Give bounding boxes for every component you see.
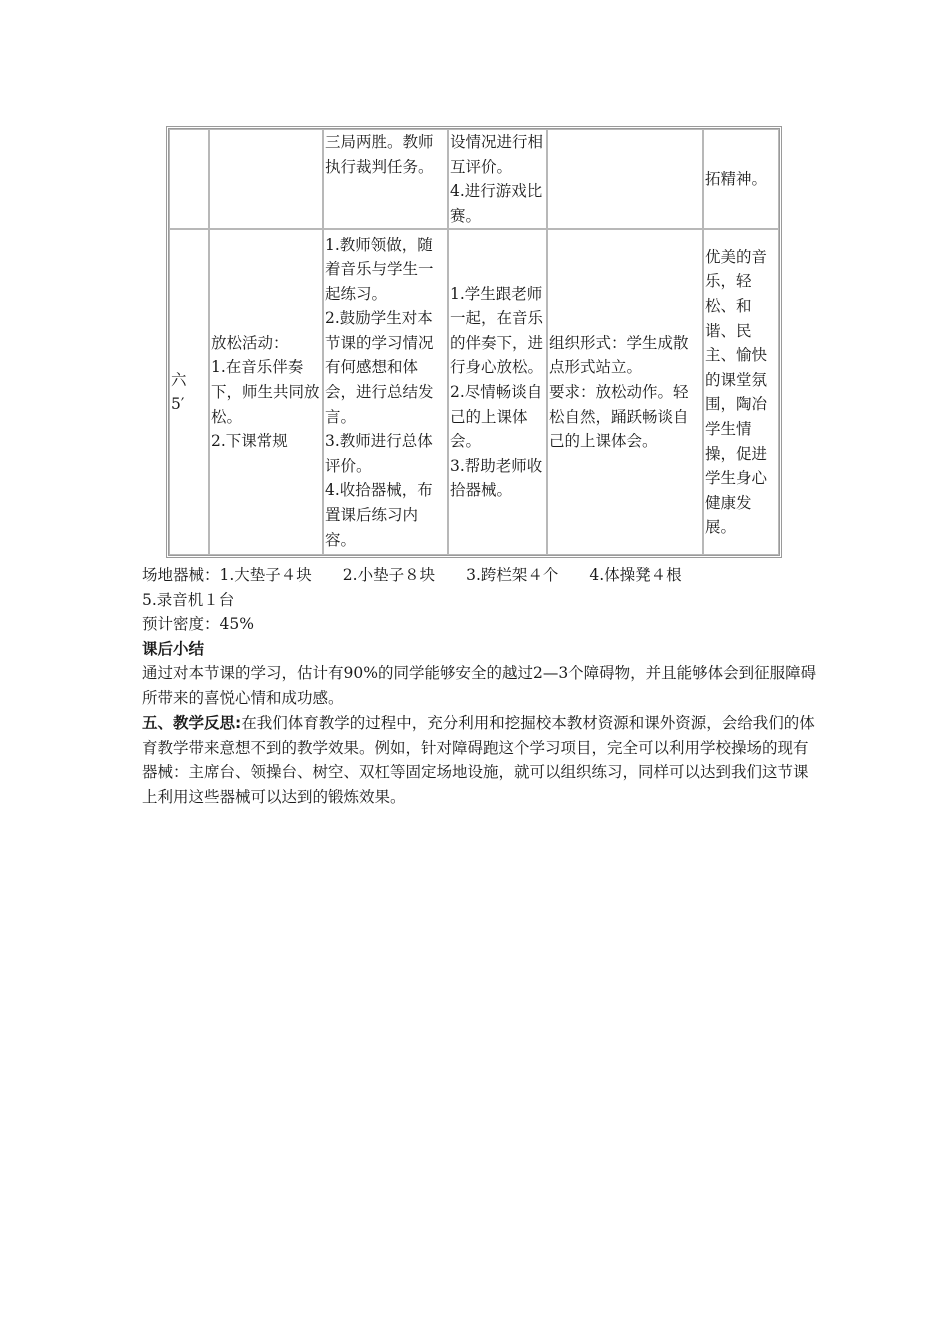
reflection-label: 五、教学反思:	[142, 714, 242, 732]
teacher-activity-cell: 三局两胜。教师执行裁判任务。	[323, 129, 448, 229]
goal-cell: 拓精神。	[703, 129, 779, 229]
table-row	[169, 229, 779, 555]
content-cell: 放松活动： 1.在音乐伴奏下，师生共同放松。 2.下课常规	[209, 229, 323, 555]
goal-cell: 优美的音乐，轻松、和谐、民主、愉快的课堂氛围，陶冶学生情操，促进学生身心健康发展。	[703, 229, 779, 555]
teacher-activity-cell: 1.教师领做，随着音乐与学生一起练习。 2.鼓励学生对本节课的学习情况有何感想和体会，进行总结发言。 3.教师进行总体评价。 4.收拾器械，布置课后练习内容。	[323, 229, 448, 555]
equipment-list	[142, 563, 820, 612]
section-cell	[169, 129, 209, 229]
section-cell: 六 5′	[169, 229, 209, 555]
density-text: 预计密度：45%	[142, 615, 254, 633]
lesson-plan-table	[166, 126, 782, 558]
reflection-paragraph	[142, 711, 820, 809]
equipment-line: 5.录音机１台	[142, 590, 235, 609]
table-row	[169, 129, 779, 229]
student-activity-cell: 1.学生跟老师一起，在音乐的伴奏下，进行身心放松。 2.尽情畅谈自己的上课体会。 3.帮助老师收拾器械。	[448, 229, 547, 555]
organization-cell	[547, 129, 703, 229]
reflection-body: 在我们体育教学的过程中，充分利用和挖掘校本教材资源和课外资源，会给我们的体育教学带来意想不到的教学效果。例如，针对障碍跑这个学习项目，完全可以利用学校操场的现有器械：主席台、领操台、树空、双杠等固定场地设施，就可以组织练习，同样可以达到我们这节课上利用这些器械可以达到的锻炼效果。	[142, 714, 815, 806]
summary-paragraph: 通过对本节课的学习，估计有90%的同学能够安全的越过2—3个障碍物，并且能够体会到征服障碍所带来的喜悦心情和成功感。	[142, 664, 817, 707]
summary-heading: 课后小结	[142, 640, 205, 658]
organization-cell: 组织形式：学生成散点形式站立。 要求：放松动作。轻松自然，踊跃畅谈自己的上课体会。	[547, 229, 703, 555]
student-activity-cell: 设情况进行相互评价。 4.进行游戏比赛。	[448, 129, 547, 229]
equipment-line: 场地器械：1.大垫子４块 2.小垫子８块 3.跨栏架４个 4.体操凳４根	[142, 566, 682, 584]
content-cell	[209, 129, 323, 229]
